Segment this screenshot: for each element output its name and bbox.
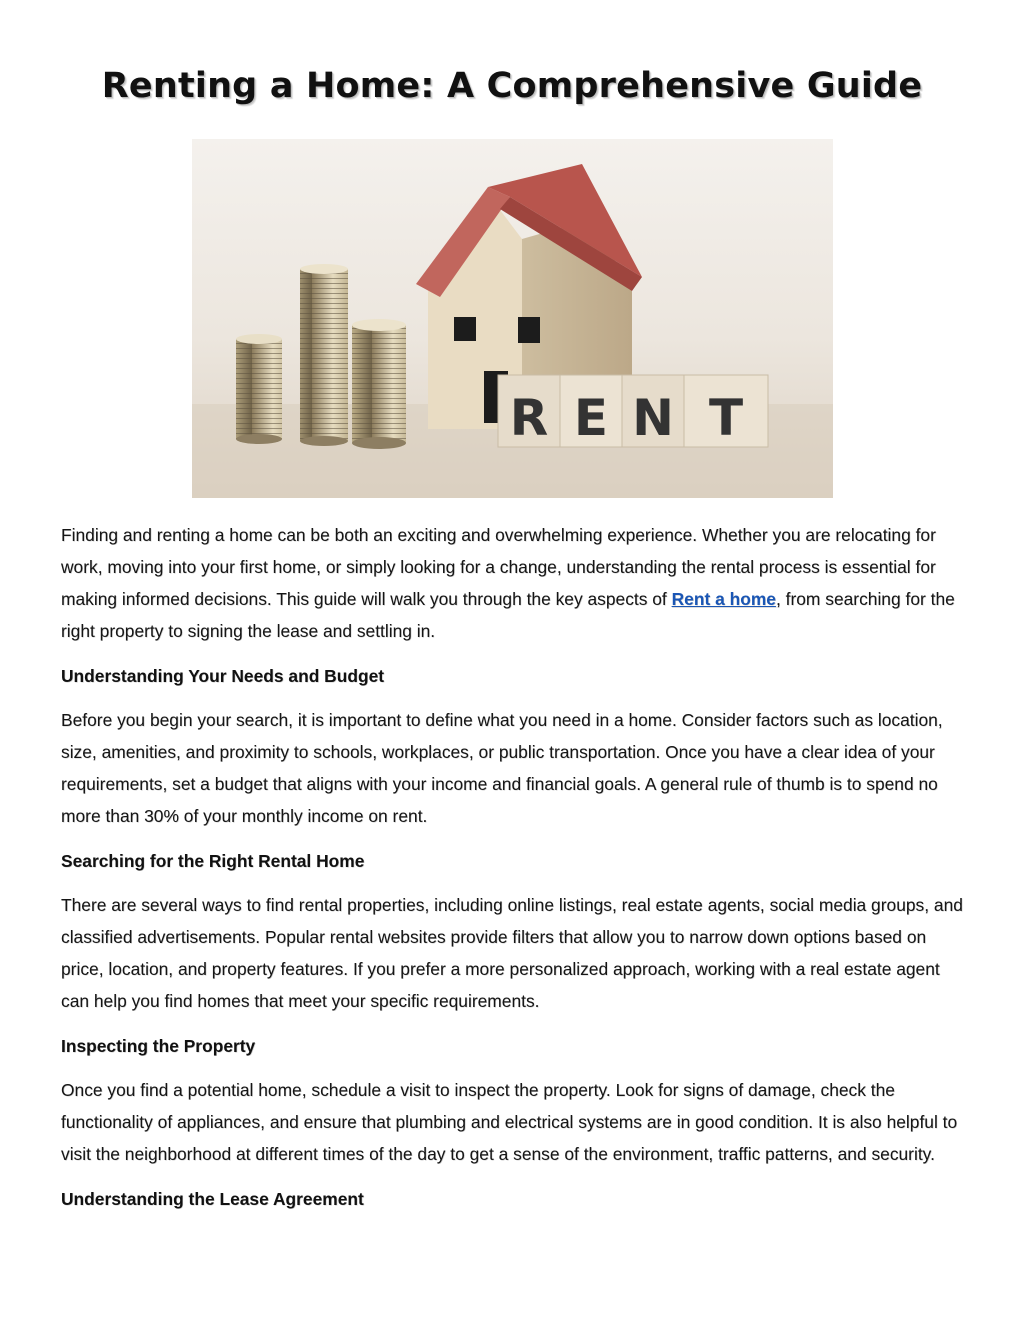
rent-blocks: [498, 375, 768, 447]
searching-paragraph: There are several ways to find rental properties, including online listings, real estate agents, social media groups, and classified advertisements. Popular rental websites provide filters that allow you to narrow down options based on price, location, and property features. If you prefer a more personalized approach, working with a real estate agent can help you find homes that meet your specific requirements.: [61, 895, 963, 1011]
block-letter-n: N: [632, 389, 674, 447]
coin-stack-tall: [300, 264, 348, 446]
coin-stack-left: [236, 334, 282, 444]
rent-a-home-link[interactable]: Rent a home: [671, 589, 776, 609]
house-window-left: [454, 317, 476, 341]
heading-inspecting: Inspecting the Property: [61, 1036, 256, 1056]
article-body: [61, 519, 966, 1227]
heading-searching: Searching for the Right Rental Home: [61, 851, 365, 871]
needs-budget-paragraph: Before you begin your search, it is important to define what you need in a home. Consider factors such as location, size, amenities, and proximity to schools, workplaces, or public transportation. Once you have a clear idea of your requirements, set a budget that aligns with your income and financial goals. A general rule of thumb is to spend no more than 30% of your monthly income on rent.: [61, 710, 943, 826]
intro-text-after-link: , from searching for the right property to signing the lease and settling in.: [61, 589, 955, 641]
block-letter-e: E: [573, 389, 609, 447]
intro-text-before-link: Finding and renting a home can be both an exciting and overwhelming experience. Whether you are relocating for work, moving into your first home, or simply looking for a change, understanding the rental process is essential for making informed decisions. This guide will walk you through the key aspects of: [61, 525, 936, 609]
block-letter-t: T: [708, 389, 744, 447]
inspecting-paragraph: Once you find a potential home, schedule a visit to inspect the property. Look for signs of damage, check the functionality of appliances, and ensure that plumbing and electrical systems are in good condition. It is also helpful to visit the neighborhood at different times of the day to get a sense of the environment, traffic patterns, and security.: [61, 1080, 958, 1164]
house-window-right: [518, 317, 540, 343]
block-letter-r: R: [509, 389, 549, 447]
heading-needs-budget: Understanding Your Needs and Budget: [61, 666, 385, 686]
coin-stack-right: [352, 319, 406, 449]
page-title: Renting a Home: A Comprehensive Guide: [101, 66, 923, 106]
hero-image: [192, 139, 833, 498]
intro-paragraph: [61, 519, 966, 647]
heading-lease: Understanding the Lease Agreement: [61, 1189, 364, 1209]
